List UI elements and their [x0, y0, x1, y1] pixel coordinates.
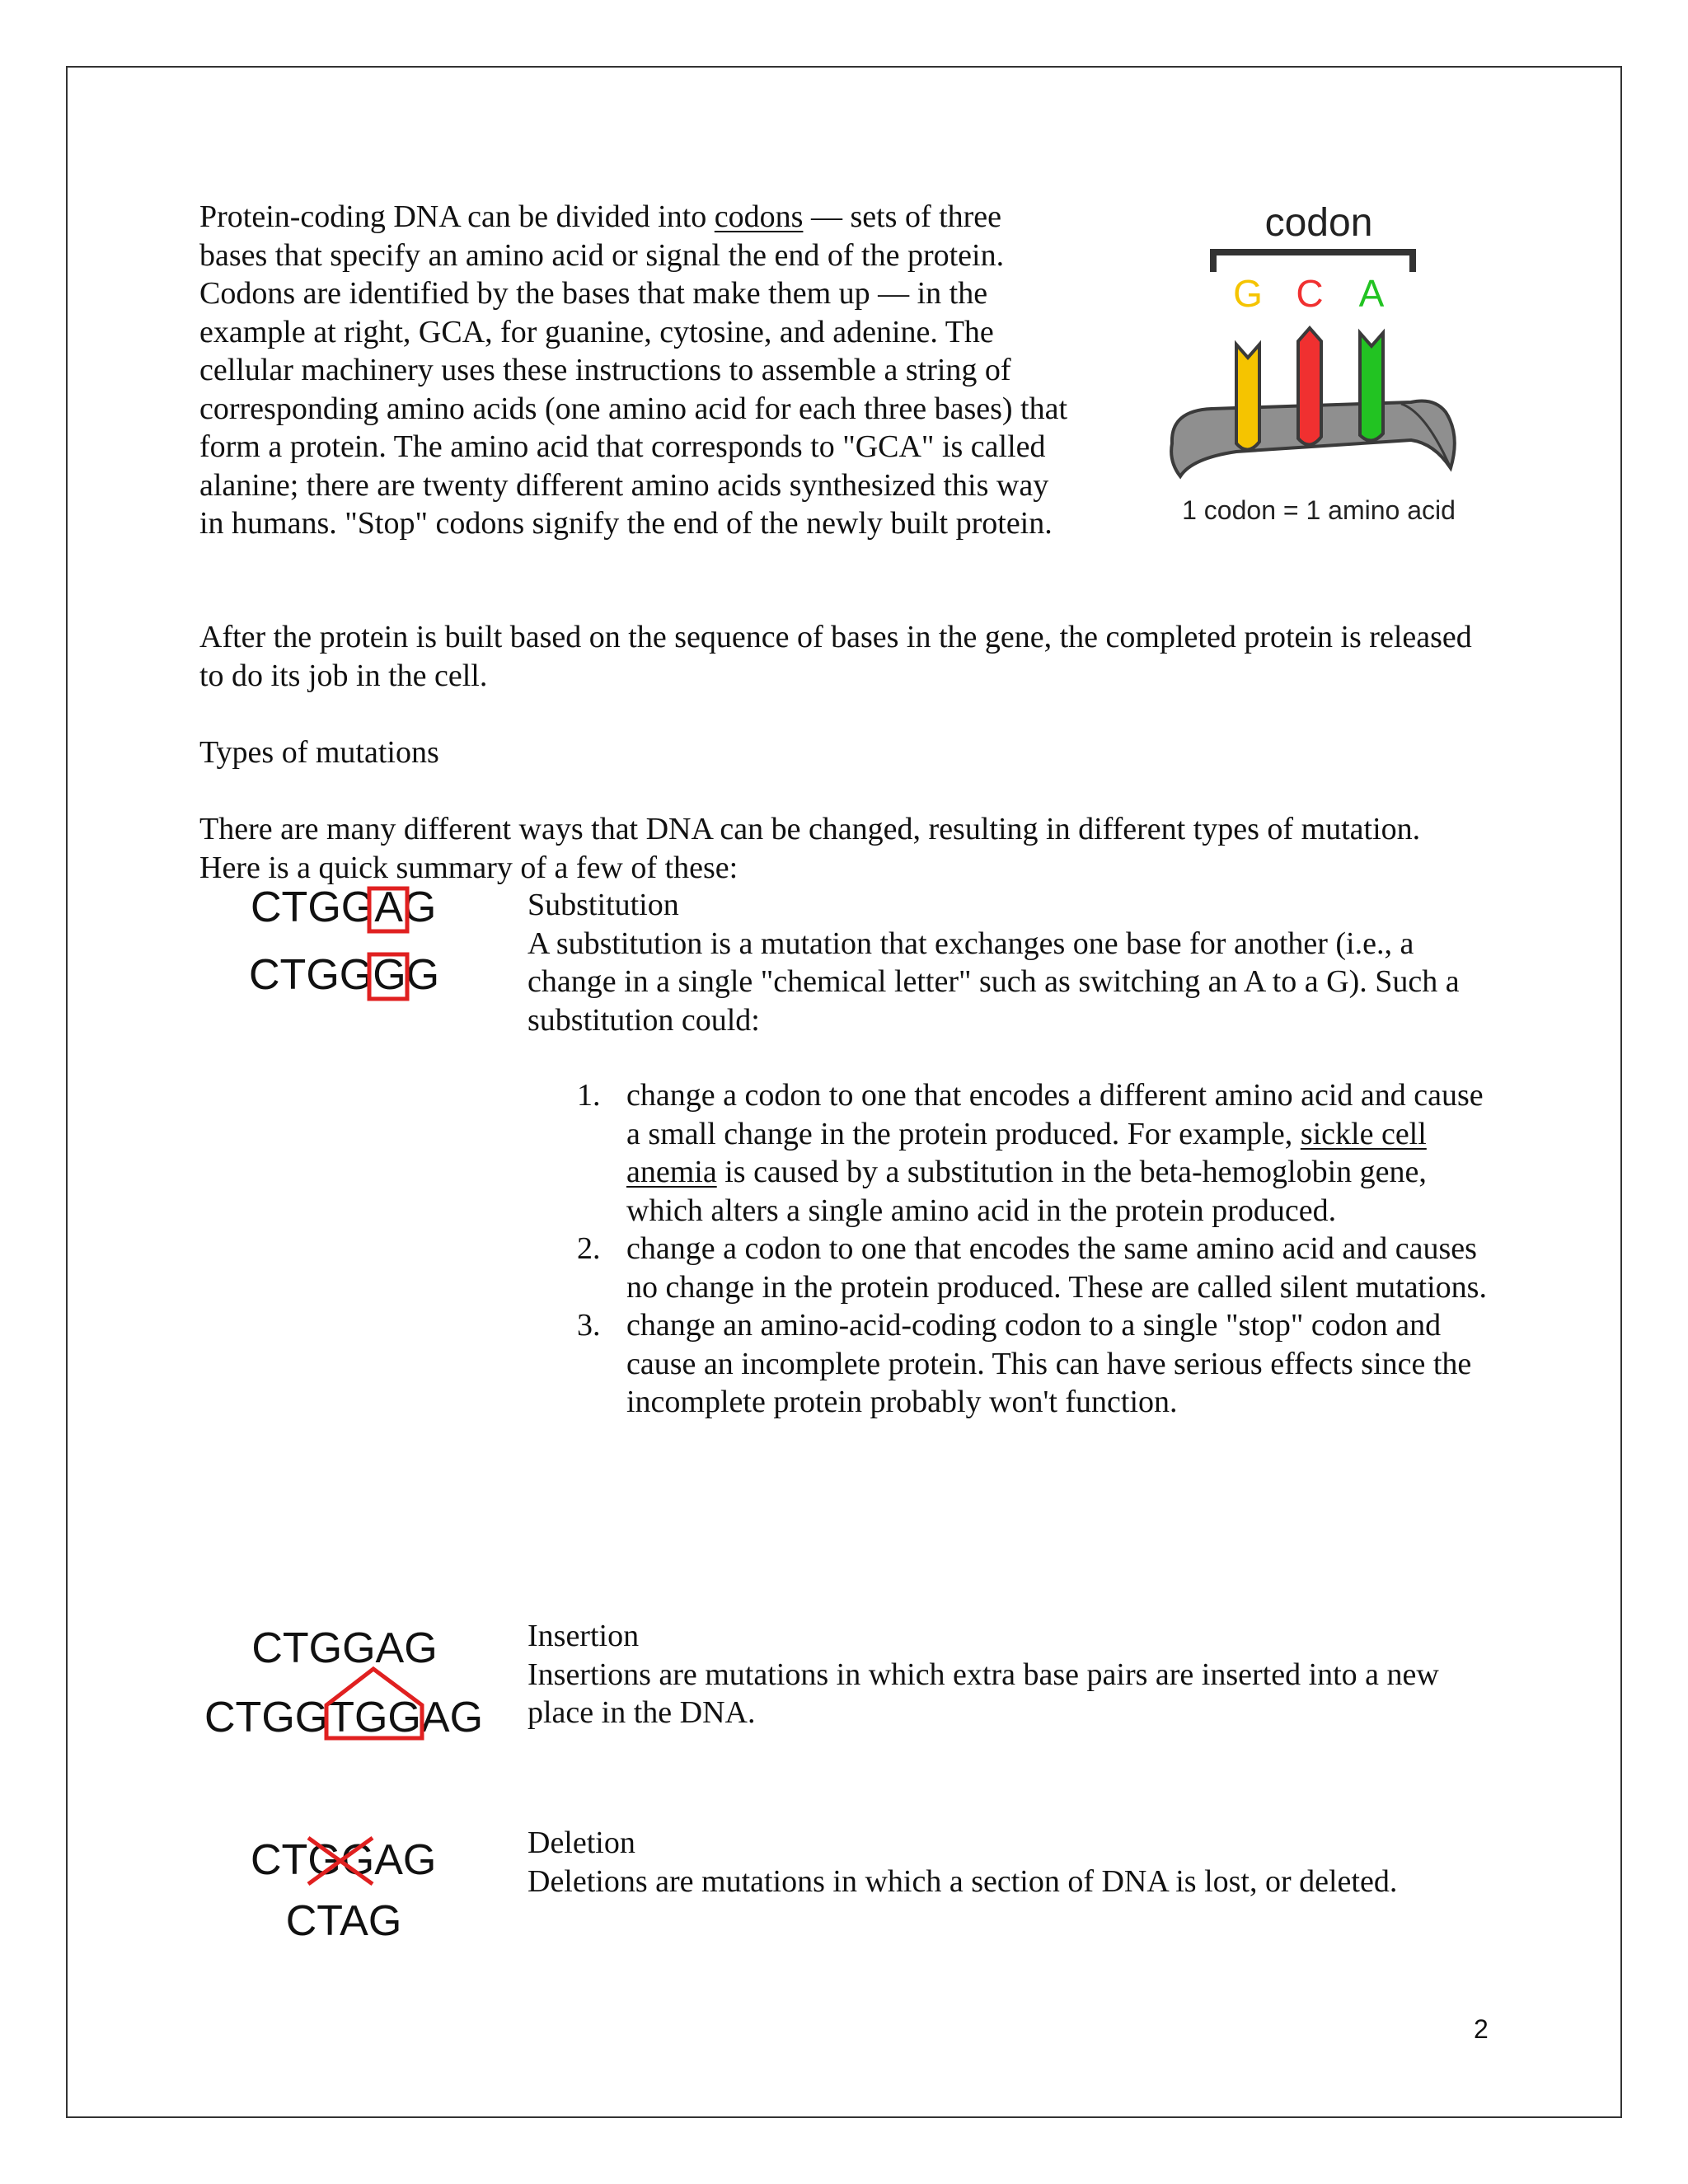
- insertion-section: [528, 1617, 1500, 1732]
- deletion-section: [528, 1824, 1500, 1900]
- deletion-description: Deletions are mutations in which a section of DNA is lost, or deleted.: [528, 1863, 1398, 1899]
- codon-figure-caption: 1 codon = 1 amino acid: [1182, 495, 1456, 525]
- substitution-section: [528, 886, 1500, 1039]
- types-of-mutations-heading: Types of mutations: [199, 735, 439, 770]
- base-stick-c: [1298, 328, 1321, 445]
- substitution-description: A substitution is a mutation that exchanges one base for another (i.e., a change in a single "chemical letter" such as switching an A to a G). Such a substitution could:: [528, 926, 1460, 1038]
- base-letter-c: C: [1296, 272, 1324, 315]
- codon-figure-title: codon: [1264, 201, 1373, 245]
- insertion-sequence-mutated: CTGGTGGAG: [204, 1694, 484, 1741]
- list-item-number: 2.: [577, 1231, 601, 1266]
- base-stick-g: [1236, 344, 1259, 450]
- deletion-sequence-original: CTGGAG: [251, 1836, 437, 1884]
- insertion-sequence-original: CTGGAG: [251, 1624, 438, 1672]
- codons-link[interactable]: codons: [714, 199, 804, 234]
- intro-text-start: Protein-coding DNA can be divided into: [199, 199, 715, 234]
- substitution-figure: [239, 882, 453, 1015]
- substitution-effects-list: [577, 1076, 1500, 1422]
- substitution-sequence-original: CTGGAG: [251, 883, 437, 931]
- deleted-bases: GG: [307, 1836, 375, 1884]
- intro-text-rest: — sets of three bases that specify an amino acid or signal the end of the protein. Codons are identified by the bases that make them up — in the example at right, GCA, for guanine, cytosine, and adenine. The cellular machinery uses these instructions to assemble a string of corresponding amino acids (one amino acid for each three bases) that form a protein. The amino acid that corresponds to "GCA" is called alanine; there are twenty different amino acids synthesized this way in humans. "Stop" codons signify the end of the newly built protein.: [199, 199, 1068, 541]
- deletion-title: Deletion: [528, 1825, 635, 1860]
- base-letter-g: G: [1233, 272, 1263, 315]
- substitution-sequence-mutated: CTGGGG: [249, 951, 440, 999]
- inserted-bases: TGG: [328, 1694, 421, 1741]
- deletion-sequence-mutated: CTAG: [285, 1897, 402, 1945]
- page-number: 2: [1474, 2014, 1489, 2044]
- base-letter-a: A: [1358, 272, 1385, 315]
- types-intro-paragraph: There are many different ways that DNA can be changed, resulting in different types of mutation. Here is a quick summary of a few of these:: [199, 812, 1421, 885]
- insertion-title: Insertion: [528, 1619, 640, 1653]
- intro-paragraph: [199, 198, 1075, 543]
- list-item-number: 3.: [577, 1308, 601, 1343]
- after-protein-paragraph: After the protein is built based on the sequence of bases in the gene, the completed protein is released to do its job in the cell.: [199, 620, 1472, 693]
- list-item: 3. change an amino-acid-coding codon to a single "stop" codon and cause an incomplete protein. This can have serious effects since the incomplete protein probably won't function.: [577, 1308, 1472, 1419]
- substitution-title: Substitution: [528, 888, 679, 922]
- list-item: 2. change a codon to one that encodes the same amino acid and causes no change in the protein produced. These are called silent mutations.: [577, 1231, 1487, 1305]
- sickle-cell-anemia-link[interactable]: sickle cell anemia: [626, 1116, 1427, 1189]
- mutated-base-g: G: [373, 951, 406, 999]
- insertion-figure: [198, 1611, 495, 1743]
- original-base-a: A: [374, 883, 403, 931]
- list-item: 1. change a codon to one that encodes a different amino acid and cause a small change in the protein produced. For example, sickle cell anemia is caused by a substitution in the beta-hemoglobin gene, which alters a single amino acid in the protein produced.: [577, 1078, 1484, 1228]
- codon-figure: [1154, 196, 1484, 536]
- deletion-figure: [239, 1820, 453, 1952]
- insertion-description: Insertions are mutations in which extra base pairs are inserted into a new place in the DNA.: [528, 1657, 1439, 1730]
- base-stick-a: [1360, 333, 1383, 441]
- list-item-number: 1.: [577, 1078, 601, 1113]
- codon-bracket: [1213, 252, 1413, 272]
